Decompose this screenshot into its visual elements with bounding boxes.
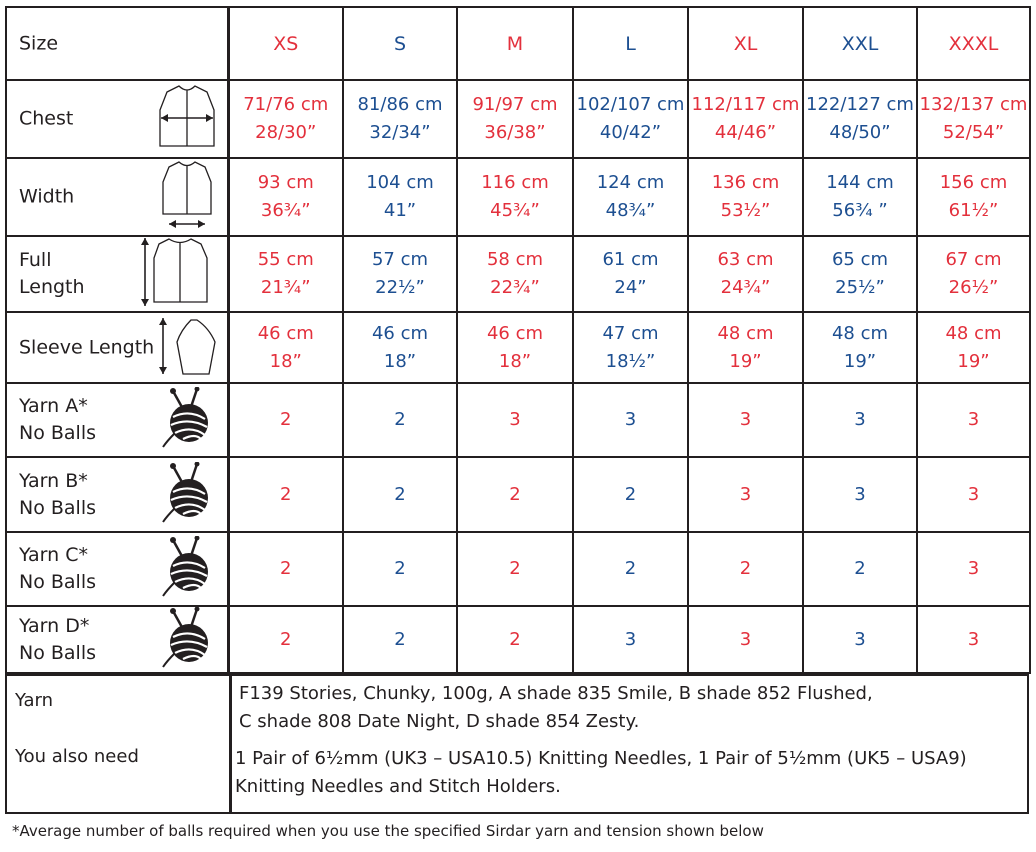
value-cell (688, 312, 803, 383)
metric-value: 71/76 cm (243, 94, 329, 115)
metric-value: 3 (967, 558, 980, 579)
imperial-value: 48/50” (829, 122, 891, 143)
table-row (6, 457, 1030, 532)
row-label: Yarn C* No Balls (19, 544, 97, 593)
value-cell (343, 312, 457, 383)
metric-value: 91/97 cm (472, 94, 558, 115)
value-cell (457, 606, 573, 673)
row-label-cell (6, 532, 228, 606)
metric-value: 2 (624, 483, 637, 505)
value-cell (573, 457, 688, 532)
imperial-value: 22¾” (490, 277, 540, 298)
metric-value: 48 cm (717, 322, 774, 344)
size-chart-table (5, 6, 1031, 674)
value-cell (688, 236, 803, 312)
table-row (6, 312, 1030, 383)
value-cell (573, 606, 688, 673)
metric-value: 136 cm (711, 172, 780, 193)
footnote: *Average number of balls required when you use the specified Sirdar yarn and tension shown below (12, 822, 764, 840)
metric-value: 2 (394, 558, 406, 579)
metric-value: 3 (967, 628, 980, 650)
materials-divider (229, 676, 232, 812)
row-label-cell (6, 236, 228, 312)
imperial-value: 19” (843, 350, 877, 372)
metric-value: 2 (739, 558, 752, 579)
value-cell (228, 383, 343, 457)
metric-value: 47 cm (602, 322, 659, 344)
metric-value: 65 cm (831, 249, 889, 270)
imperial-value: 48¾” (605, 200, 656, 221)
value-cell (688, 158, 803, 236)
metric-value: 2 (509, 628, 521, 650)
value-cell (803, 383, 917, 457)
value-cell (573, 383, 688, 457)
size-label: XXL (841, 32, 879, 55)
metric-value: 55 cm (257, 249, 314, 270)
value-cell (573, 236, 688, 312)
imperial-value: 19” (729, 350, 762, 372)
metric-value: 132/137 cm (919, 94, 1028, 115)
value-cell (457, 312, 573, 383)
imperial-value: 61½” (948, 200, 999, 221)
row-label-cell (6, 383, 228, 457)
row-label-cell (6, 606, 228, 673)
imperial-value: 25½” (835, 277, 885, 298)
size-column-header (688, 7, 803, 80)
value-cell (917, 236, 1030, 312)
metric-value: 3 (854, 409, 866, 430)
metric-value: 2 (280, 483, 292, 505)
value-cell (573, 158, 688, 236)
chest-measure-icon (157, 82, 217, 156)
value-cell (688, 80, 803, 158)
metric-value: 2 (394, 628, 406, 650)
value-cell (457, 457, 573, 532)
metric-value: 2 (509, 483, 521, 505)
value-cell (228, 606, 343, 673)
metric-value: 46 cm (486, 322, 544, 344)
value-cell (917, 80, 1030, 158)
metric-value: 3 (739, 483, 752, 505)
metric-value: 2 (394, 483, 406, 505)
imperial-value: 24¾” (720, 277, 771, 298)
imperial-value: 28/30” (255, 122, 317, 143)
value-cell (803, 457, 917, 532)
value-cell (457, 532, 573, 606)
value-cell (573, 80, 688, 158)
metric-value: 144 cm (826, 172, 894, 193)
table-row (6, 532, 1030, 606)
value-cell (688, 532, 803, 606)
size-column-header (573, 7, 688, 80)
row-label-cell (6, 312, 228, 383)
size-label: XL (733, 32, 758, 55)
metric-value: 3 (967, 409, 980, 430)
value-cell (228, 312, 343, 383)
also-need-text: 1 Pair of 6½mm (UK3 – USA10.5) Knitting Needles, 1 Pair of 5½mm (UK5 – USA9) Knitting Needles and Stitch Holders. (235, 748, 967, 797)
metric-value: 3 (624, 409, 637, 430)
size-label: S (393, 32, 407, 55)
metric-value: 2 (280, 558, 292, 579)
imperial-value: 44/46” (714, 122, 777, 143)
imperial-value: 24” (614, 277, 647, 298)
metric-value: 3 (739, 409, 752, 430)
value-cell (343, 606, 457, 673)
table-row (6, 80, 1030, 158)
value-cell (803, 606, 917, 673)
row-label-cell (6, 457, 228, 532)
imperial-value: 41” (383, 200, 417, 221)
yarn-ball-icon (161, 462, 215, 528)
imperial-value: 52/54” (942, 122, 1005, 143)
sleeve-measure-icon (157, 316, 219, 380)
width-measure-icon (157, 158, 217, 236)
row-label-cell (6, 80, 228, 158)
size-column-header (917, 7, 1030, 80)
imperial-value: 53½” (720, 200, 771, 221)
value-cell (343, 383, 457, 457)
row-label: Full Length (19, 249, 85, 298)
imperial-value: 21¾” (260, 277, 311, 298)
row-label: Yarn B* No Balls (19, 469, 97, 519)
imperial-value: 18” (498, 350, 532, 372)
imperial-value: 36/38” (484, 122, 546, 143)
metric-value: 46 cm (371, 322, 429, 344)
value-cell (343, 158, 457, 236)
size-column-header (457, 7, 573, 80)
metric-value: 2 (624, 558, 637, 579)
row-label: Yarn A* No Balls (19, 395, 97, 444)
size-label: XS (273, 32, 299, 55)
metric-value: 93 cm (257, 172, 314, 193)
value-cell (228, 532, 343, 606)
value-cell (457, 80, 573, 158)
metric-value: 61 cm (602, 249, 659, 270)
metric-value: 3 (854, 483, 866, 505)
table-row (6, 606, 1030, 673)
metric-value: 48 cm (945, 322, 1002, 344)
value-cell (228, 236, 343, 312)
value-cell (688, 606, 803, 673)
row-label: Yarn D* No Balls (19, 614, 97, 664)
imperial-value: 40/42” (599, 122, 662, 143)
value-cell (457, 383, 573, 457)
row-label: Chest (19, 107, 74, 130)
value-cell (457, 158, 573, 236)
value-cell (688, 457, 803, 532)
value-cell (803, 80, 917, 158)
imperial-value: 36¾” (260, 200, 311, 221)
value-cell (688, 383, 803, 457)
metric-value: 58 cm (486, 249, 544, 270)
imperial-value: 18½” (605, 350, 656, 372)
value-cell (343, 236, 457, 312)
value-cell (917, 158, 1030, 236)
metric-value: 2 (394, 409, 406, 430)
metric-value: 81/86 cm (357, 94, 443, 115)
size-header-cell (6, 7, 228, 80)
value-cell (803, 532, 917, 606)
yarn-ball-icon (161, 387, 215, 453)
metric-value: 2 (854, 558, 866, 579)
value-cell (228, 457, 343, 532)
metric-value: 102/107 cm (576, 94, 685, 115)
metric-value: 156 cm (939, 172, 1008, 193)
imperial-value: 26½” (948, 277, 999, 298)
yarn-ball-icon (161, 536, 215, 602)
imperial-value: 22½” (375, 277, 425, 298)
size-header-label: Size (19, 32, 59, 54)
size-label: XXXL (948, 32, 999, 55)
value-cell (343, 80, 457, 158)
metric-value: 3 (509, 409, 521, 430)
table-row (6, 236, 1030, 312)
metric-value: 2 (280, 409, 292, 430)
value-cell (917, 532, 1030, 606)
yarn-label: Yarn (15, 690, 54, 711)
metric-value: 112/117 cm (691, 94, 800, 115)
header-row (6, 7, 1030, 80)
imperial-value: 45¾” (490, 200, 540, 221)
value-cell (573, 532, 688, 606)
yarn-text: F139 Stories, Chunky, 100g, A shade 835 Smile, B shade 852 Flushed, C shade 808 Date Night, D shade 854 Zesty. (239, 683, 873, 732)
value-cell (803, 312, 917, 383)
size-column-header (228, 7, 343, 80)
value-cell (917, 312, 1030, 383)
value-cell (803, 158, 917, 236)
metric-value: 3 (854, 628, 866, 650)
value-cell (343, 457, 457, 532)
metric-value: 3 (967, 483, 980, 505)
table-row (6, 158, 1030, 236)
value-cell (917, 457, 1030, 532)
imperial-value: 56¾ ” (832, 200, 888, 221)
value-cell (573, 312, 688, 383)
table-row (6, 383, 1030, 457)
value-cell (457, 236, 573, 312)
metric-value: 48 cm (831, 322, 889, 344)
row-label-cell (6, 158, 228, 236)
imperial-value: 18” (269, 350, 302, 372)
yarn-ball-icon (161, 607, 215, 673)
row-label: Sleeve Length (19, 336, 155, 358)
metric-value: 2 (280, 628, 292, 650)
metric-value: 2 (509, 558, 521, 579)
metric-value: 104 cm (366, 172, 434, 193)
value-cell (803, 236, 917, 312)
size-label: L (625, 32, 636, 55)
metric-value: 63 cm (717, 249, 774, 270)
metric-value: 122/127 cm (806, 94, 914, 115)
size-label: M (506, 32, 524, 55)
value-cell (917, 383, 1030, 457)
imperial-value: 18” (383, 350, 417, 372)
value-cell (228, 80, 343, 158)
metric-value: 3 (624, 628, 637, 650)
metric-value: 124 cm (596, 172, 665, 193)
metric-value: 46 cm (257, 322, 314, 344)
materials-panel (5, 674, 1029, 814)
metric-value: 3 (739, 628, 752, 650)
length-measure-icon (139, 236, 211, 312)
imperial-value: 19” (957, 350, 990, 372)
value-cell (343, 532, 457, 606)
metric-value: 67 cm (945, 249, 1002, 270)
size-column-header (803, 7, 917, 80)
imperial-value: 32/34” (369, 122, 431, 143)
value-cell (917, 606, 1030, 673)
value-cell (228, 158, 343, 236)
also-need-label: You also need (15, 746, 139, 767)
size-column-header (343, 7, 457, 80)
row-label: Width (19, 185, 75, 208)
metric-value: 57 cm (371, 249, 429, 270)
metric-value: 116 cm (481, 172, 549, 193)
